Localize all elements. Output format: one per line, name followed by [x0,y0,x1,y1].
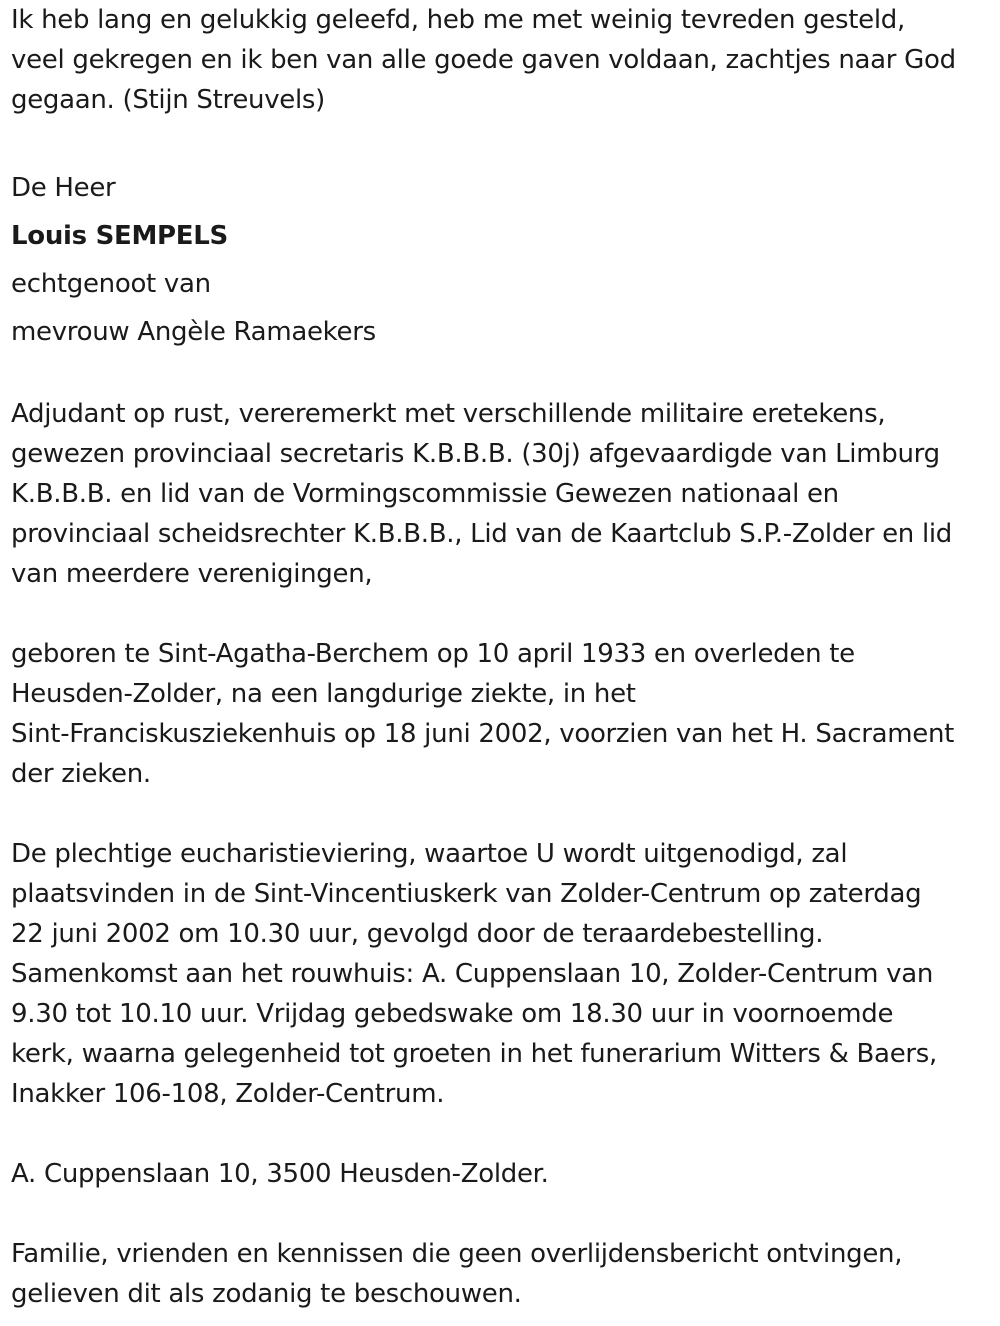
birth-death-line: der zieken. [11,759,151,789]
paragraph-spacer [11,356,991,394]
paragraph-spacer [11,1194,991,1234]
career-paragraph [11,394,991,594]
ceremony-line: kerk, waarna gelegenheid tot groeten in het funerarium Witters & Baers, [11,1039,937,1069]
obituary-document [11,0,991,1314]
ceremony-line: De plechtige eucharistieviering, waartoe U wordt uitgenodigd, zal [11,839,848,869]
career-line: gewezen provinciaal secretaris K.B.B.B. (30j) afgevaardigde van Limburg [11,439,940,469]
birth-death-line: geboren te Sint-Agatha-Berchem op 10 april 1933 en overleden te [11,639,855,669]
name-block [11,164,991,356]
quote-line: Ik heb lang en gelukkig geleefd, heb me met weinig tevreden gesteld, [11,5,905,35]
ceremony-line: Inakker 106-108, Zolder-Centrum. [11,1079,445,1109]
closing-paragraph [11,1234,991,1314]
birth-death-line: Sint-Franciskusziekenhuis op 18 juni 2002, voorzien van het H. Sacrament [11,719,955,749]
address-line: A. Cuppenslaan 10, 3500 Heusden-Zolder. [11,1159,549,1189]
ceremony-line: 9.30 tot 10.10 uur. Vrijdag gebedswake om 18.30 uur in voornoemde [11,999,894,1029]
paragraph-spacer [11,120,991,160]
quote-paragraph [11,0,991,120]
address-paragraph [11,1154,991,1194]
paragraph-spacer [11,594,991,634]
birth-death-paragraph [11,634,991,794]
closing-line: gelieven dit als zodanig te beschouwen. [11,1279,522,1309]
relation-text: echtgenoot van [11,269,211,299]
quote-line: gegaan. (Stijn Streuvels) [11,85,325,115]
ceremony-paragraph [11,834,991,1114]
closing-line: Familie, vrienden en kennissen die geen overlijdensbericht ontvingen, [11,1239,903,1269]
paragraph-spacer [11,1114,991,1154]
deceased-name: Louis SEMPELS [11,221,228,251]
paragraph-spacer [11,794,991,834]
salutation: De Heer [11,173,116,203]
quote-line: veel gekregen en ik ben van alle goede gaven voldaan, zachtjes naar God [11,45,956,75]
ceremony-line: 22 juni 2002 om 10.30 uur, gevolgd door de teraardebestelling. [11,919,824,949]
spouse-name: mevrouw Angèle Ramaekers [11,317,376,347]
career-line: Adjudant op rust, vereremerkt met verschillende militaire eretekens, [11,399,886,429]
ceremony-line: Samenkomst aan het rouwhuis: A. Cuppenslaan 10, Zolder-Centrum van [11,959,934,989]
career-line: van meerdere verenigingen, [11,559,373,589]
birth-death-line: Heusden-Zolder, na een langdurige ziekte, in het [11,679,636,709]
ceremony-line: plaatsvinden in de Sint-Vincentiuskerk van Zolder-Centrum op zaterdag [11,879,922,909]
career-line: provinciaal scheidsrechter K.B.B.B., Lid van de Kaartclub S.P.-Zolder en lid [11,519,953,549]
career-line: K.B.B.B. en lid van de Vormingscommissie Gewezen nationaal en [11,479,839,509]
